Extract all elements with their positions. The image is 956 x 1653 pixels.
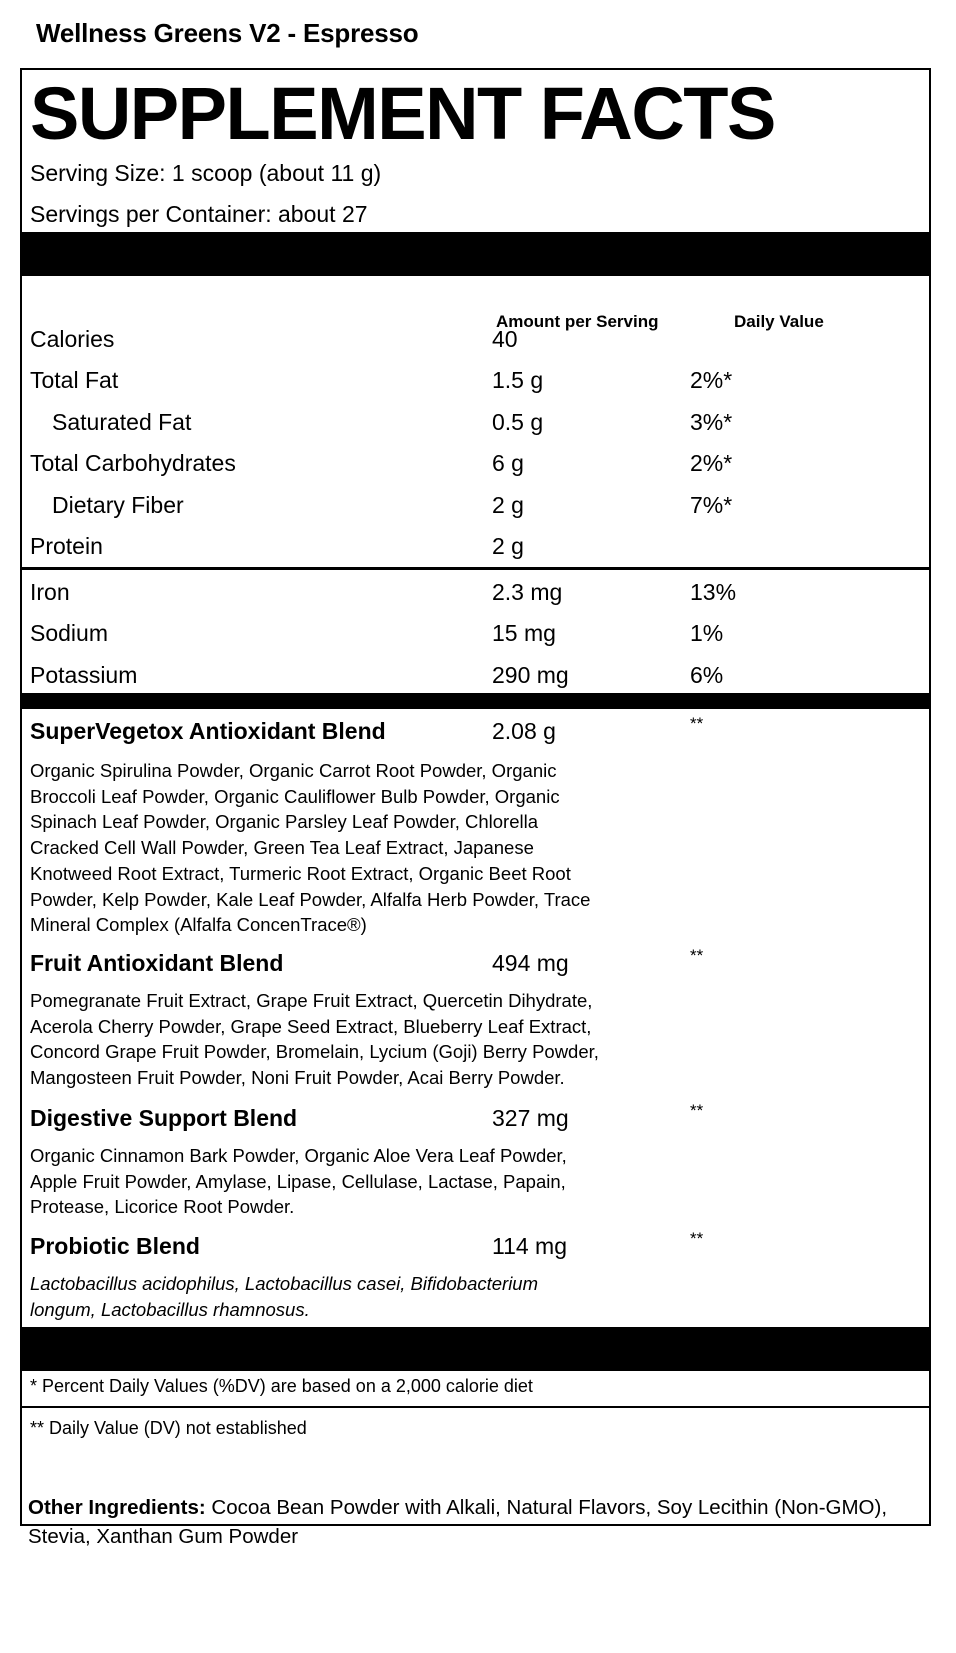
mineral-name: Iron [30,579,70,605]
blend-name: Probiotic Blend [30,1233,200,1259]
blend-row-fruit-antioxidant [22,946,929,984]
mineral-row-iron [22,579,929,619]
nutrient-row-total-fat [22,367,929,407]
ingredient-line: Spinach Leaf Powder, Organic Parsley Leaf Powder, Chlorella [30,811,539,833]
servings-per-container: Servings per Container: about 27 [30,201,368,227]
other-ingredients-label: Other Ingredients: [28,1496,206,1519]
ingredient-line: Knotweed Root Extract, Turmeric Root Extract, Organic Beet Root [30,862,571,884]
blend-ingredients [30,758,700,938]
serving-size: Serving Size: 1 scoop (about 11 g) [30,160,382,186]
ingredient-line: Cracked Cell Wall Powder, Green Tea Leaf Extract, Japanese [30,837,534,859]
column-header-daily-value: Daily Value [734,312,824,331]
ingredient-line: Broccoli Leaf Powder, Organic Cauliflower Bulb Powder, Organic [30,785,560,807]
blend-name: Fruit Antioxidant Blend [30,950,284,976]
nutrient-row-calories [22,326,929,366]
divider-bar [22,693,929,709]
ingredient-line: Organic Spirulina Powder, Organic Carrot Root Powder, Organic [30,760,557,781]
blend-name: Digestive Support Blend [30,1105,298,1131]
ingredient-line: Organic Cinnamon Bark Powder, Organic Aloe Vera Leaf Powder, [30,1145,567,1166]
mineral-name: Potassium [30,662,138,688]
mineral-amount: 2.3 mg [492,579,563,605]
blend-daily-value: ** [690,1229,704,1248]
blend-amount: 327 mg [492,1105,569,1131]
nutrient-row-dietary-fiber [22,492,929,532]
nutrient-amount: 2 g [492,533,524,559]
nutrient-amount: 6 g [492,450,524,476]
nutrient-daily-value: 2%* [690,450,733,476]
other-ingredients [28,1493,888,1551]
nutrient-row-total-carbohydrates [22,450,929,490]
blend-row-probiotic [22,1229,929,1267]
blend-row-digestive-support [22,1101,929,1139]
footnote-dv-not-established: ** Daily Value (DV) not established [30,1418,307,1438]
ingredient-line: longum, Lactobacillus rhamnosus. [30,1298,310,1320]
mineral-amount: 290 mg [492,662,569,688]
panel-heading: SUPPLEMENT FACTS [30,72,775,155]
divider-rule [22,1406,929,1408]
nutrient-row-saturated-fat [22,409,929,449]
divider-rule [22,567,929,570]
blend-amount: 2.08 g [492,718,556,744]
column-header-amount: Amount per Serving [496,312,659,331]
ingredient-line: Apple Fruit Powder, Amylase, Lipase, Cellulase, Lactase, Papain, [30,1170,566,1192]
nutrient-name: Total Carbohydrates [30,450,236,476]
footnote-percent-dv: * Percent Daily Values (%DV) are based on a 2,000 calorie diet [30,1376,533,1396]
blend-amount: 114 mg [492,1233,568,1259]
mineral-daily-value: 13% [690,579,737,605]
nutrient-amount: 1.5 g [492,367,544,393]
ingredient-line: Powder, Kelp Powder, Kale Leaf Powder, Alfalfa Herb Powder, Trace [30,888,591,910]
nutrient-amount: 0.5 g [492,409,544,435]
mineral-amount: 15 mg [492,620,556,646]
product-title: Wellness Greens V2 - Espresso [36,18,419,48]
supplement-facts-panel [20,68,931,1526]
mineral-name: Sodium [30,620,108,646]
ingredient-line: Mineral Complex (Alfalfa ConcenTrace®) [30,914,367,936]
other-ingredients-text: Cocoa Bean Powder with Alkali, Natural Flavors, Soy Lecithin (Non-GMO), Stevia, Xanthan Gum Powder [28,1496,888,1548]
nutrient-name: Total Fat [30,367,119,393]
blend-daily-value: ** [690,714,704,733]
ingredient-line: Protease, Licorice Root Powder. [30,1196,295,1218]
divider-bar [22,1327,929,1371]
blend-ingredients [30,988,700,1091]
blend-name: SuperVegetox Antioxidant Blend [30,718,386,744]
ingredient-line: Pomegranate Fruit Extract, Grape Fruit Extract, Quercetin Dihydrate, [30,990,593,1011]
ingredient-line: Concord Grape Fruit Powder, Bromelain, Lycium (Goji) Berry Powder, [30,1041,599,1063]
mineral-daily-value: 6% [690,662,724,688]
nutrient-daily-value: 7%* [690,492,733,518]
nutrient-amount: 2 g [492,492,524,518]
nutrient-name: Dietary Fiber [52,492,184,518]
mineral-row-sodium [22,620,929,660]
ingredient-line: Mangosteen Fruit Powder, Noni Fruit Powder, Acai Berry Powder. [30,1067,565,1089]
ingredient-line: Lactobacillus acidophilus, Lactobacillus casei, Bifidobacterium [30,1273,539,1294]
nutrient-name: Protein [30,533,103,559]
nutrient-name: Saturated Fat [52,409,192,435]
blend-daily-value: ** [690,1101,704,1120]
blend-ingredients [30,1143,700,1220]
nutrient-daily-value: 3%* [690,409,733,435]
ingredient-line: Acerola Cherry Powder, Grape Seed Extract, Blueberry Leaf Extract, [30,1015,592,1037]
blend-ingredients [30,1271,700,1322]
mineral-daily-value: 1% [690,620,724,646]
nutrient-name: Calories [30,326,115,352]
blend-daily-value: ** [690,946,704,965]
blend-row-supervegetox [22,714,929,752]
divider-bar [22,232,929,276]
nutrient-amount: 40 [492,326,518,352]
blend-amount: 494 mg [492,950,569,976]
nutrient-daily-value: 2%* [690,367,733,393]
